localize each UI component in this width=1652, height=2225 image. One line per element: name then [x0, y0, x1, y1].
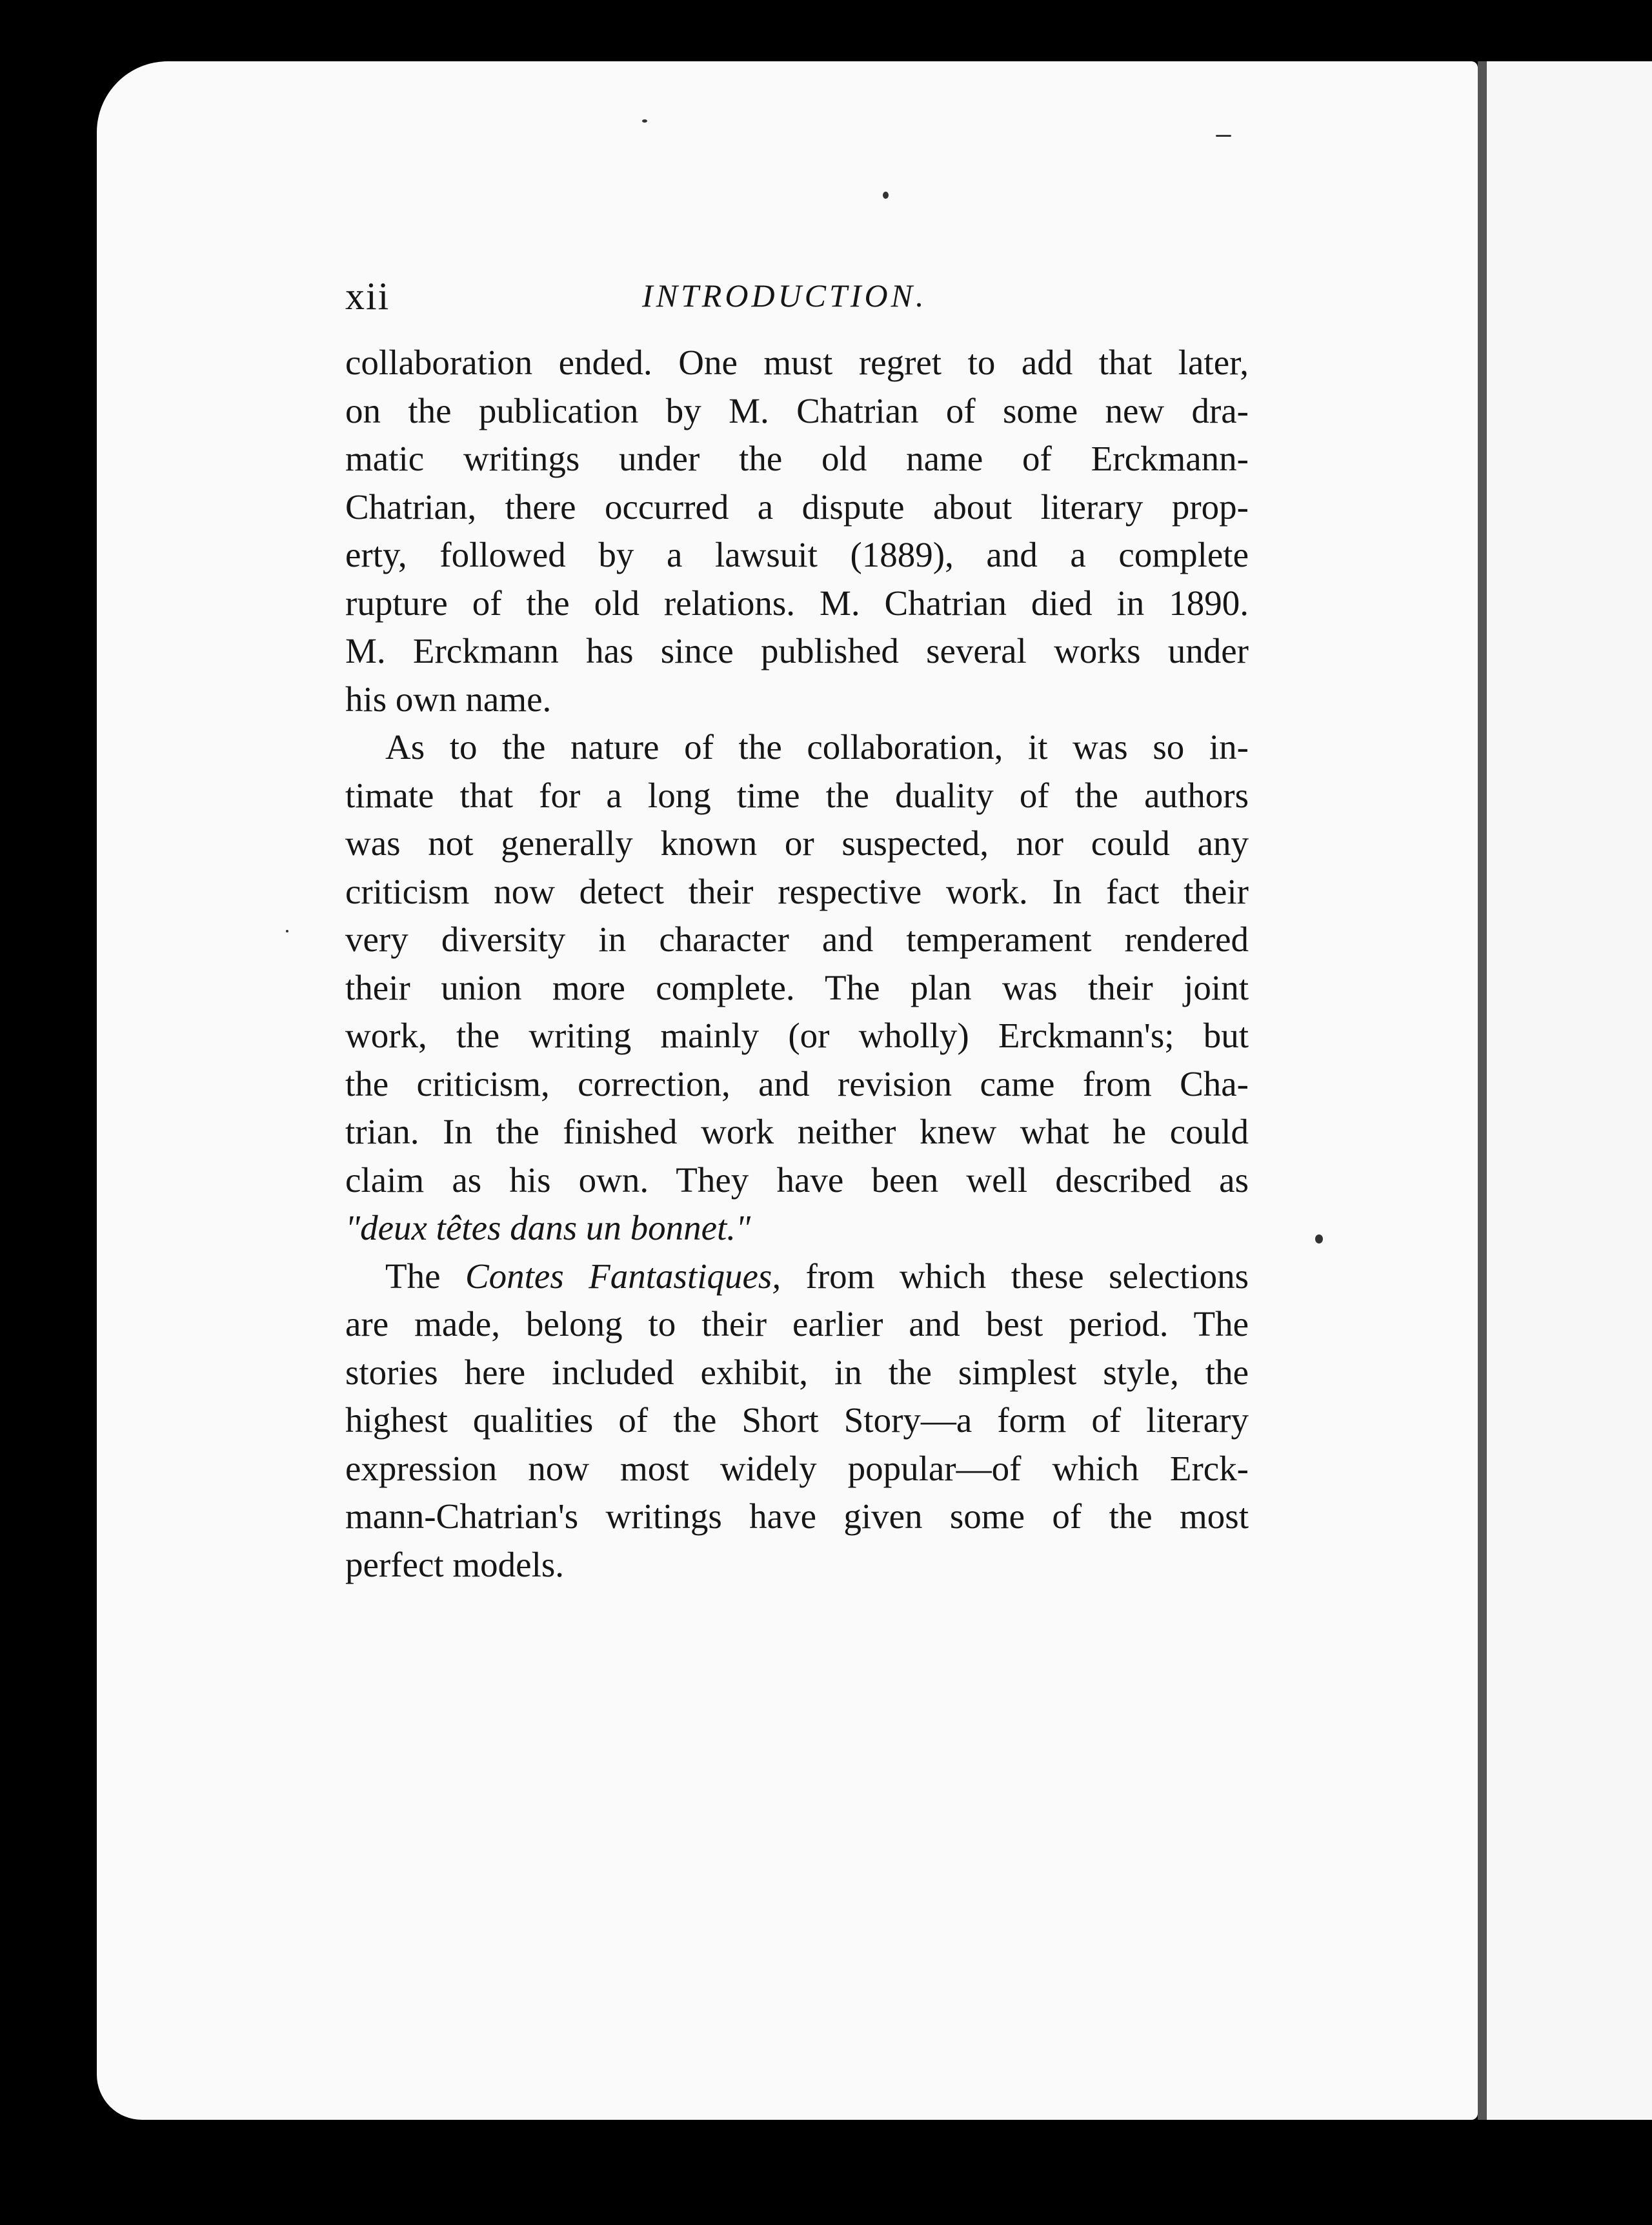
text-line: claim as his own. They have been well described as [345, 1160, 1249, 1200]
text-line: are made, belong to their earlier and best period. The [345, 1304, 1249, 1344]
right-page-edge [1487, 61, 1652, 2120]
text-line: on the publication by M. Chatrian of some new dra- [345, 390, 1249, 430]
speck-mark [286, 930, 288, 932]
speck-mark [642, 119, 647, 123]
quotation-line [345, 1204, 1249, 1253]
paragraph-1 [345, 339, 1249, 723]
page-number: xii [345, 275, 390, 317]
text-line: Chatrian, there occurred a dispute about literary prop- [345, 487, 1249, 527]
text-line: work, the writing mainly (or wholly) Erckmann's; but [345, 1016, 1249, 1055]
speck-mark [1216, 135, 1231, 137]
text-segment: The [385, 1256, 441, 1296]
text-line: trian. In the finished work neither knew what he could [345, 1112, 1249, 1151]
text-line [345, 1253, 1249, 1301]
text-line: M. Erckmann has since published several works under [345, 631, 1249, 670]
text-line: perfect models. [345, 1544, 565, 1584]
paragraph-3 [345, 1253, 1249, 1589]
text-line: criticism now detect their respective work. In fact their [345, 871, 1249, 911]
text-line: expression now most widely popular—of which Erck- [345, 1448, 1249, 1488]
text-line: mann-Chatrian's writings have given some of the most [345, 1496, 1249, 1536]
speck-mark [1315, 1234, 1323, 1243]
book-gutter [1478, 61, 1487, 2120]
text-line: his own name. [345, 679, 552, 719]
running-title: INTRODUCTION. [642, 277, 927, 314]
page-text [345, 268, 1249, 1589]
running-head [345, 268, 1249, 339]
text-line: highest qualities of the Short Story—a form of literary [345, 1400, 1249, 1440]
italic-book-title: Contes Fantastiques, [465, 1256, 781, 1296]
text-line: very diversity in character and temperament rendered [345, 920, 1249, 959]
text-line: rupture of the old relations. M. Chatrian died in 1890. [345, 583, 1249, 623]
italic-quotation: "deux têtes dans un bonnet." [345, 1208, 751, 1247]
text-segment: from which these selections [805, 1256, 1249, 1296]
text-line: As to the nature of the collaboration, it was so in- [385, 727, 1249, 767]
paragraph-2 [345, 723, 1249, 1253]
speck-mark [883, 192, 889, 199]
text-line: matic writings under the old name of Erckmann- [345, 439, 1249, 478]
text-line: was not generally known or suspected, nor could any [345, 823, 1249, 863]
text-line: stories here included exhibit, in the simplest style, the [345, 1352, 1249, 1392]
text-line: collaboration ended. One must regret to add that later, [345, 343, 1249, 382]
text-line: their union more complete. The plan was their joint [345, 967, 1249, 1007]
text-line: the criticism, correction, and revision came from Cha- [345, 1063, 1249, 1103]
text-line: erty, followed by a lawsuit (1889), and a complete [345, 535, 1249, 574]
text-line: timate that for a long time the duality of the authors [345, 775, 1249, 815]
